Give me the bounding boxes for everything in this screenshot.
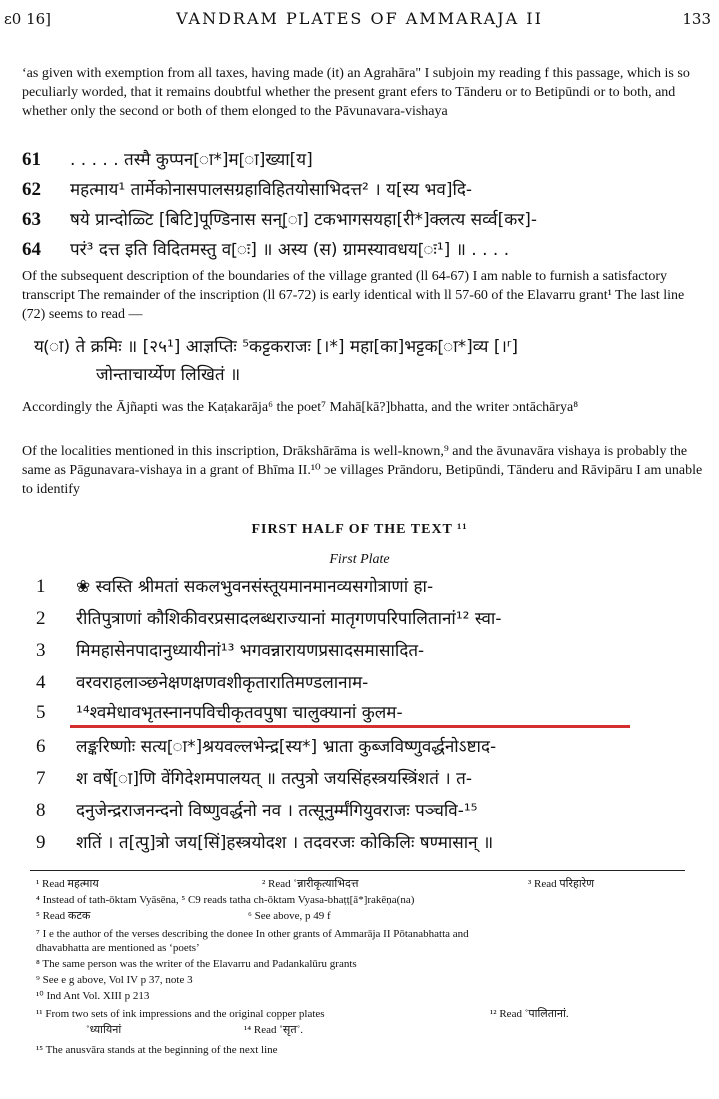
quote-line-2: जोन्ताचार्य्येण लिखितं ॥ — [96, 365, 241, 385]
intro-paragraph: ʻas given with exemption from all taxes, having made (it) an Agrahāra" I subjoin my reading f this passage, which is so peculiarly worded, that it remains doubtful whether the present grant efers to Tānderu or to Betipūndi or to both, and whether only the second or both of them elonged to the Pāvunavara-vishaya — [22, 66, 690, 119]
footnote: ⁶ See above, p 49 f — [248, 910, 331, 922]
footnote: ¹² Read ˚पालितानां. — [490, 1008, 569, 1020]
footnote: dhavabhatta are mentioned as ʻpoetsʼ — [36, 942, 200, 954]
section-title: FIRST HALF OF THE TEXT ¹¹ — [251, 522, 468, 537]
verse-text: परं³ दत्त इति विदितमस्तु व[ः] ॥ अस्य (स) ग्रामस्यावधय[ः¹] ॥ . . . . — [70, 240, 510, 260]
paragraph-3: Of the localities mentioned in this inscription, Drākshārāma is well-known,⁹ and the āvunavāra vishaya is probably the same as Pāgunavara-vishaya in a grant of Bhīma II.¹⁰ ɔe villages Prāndoru, Betipūndi, Tānderu and Rāvipāru I am unable to identify — [22, 444, 703, 497]
verse-number: 61 — [22, 149, 41, 170]
footnote: ³ Read परिहारेण — [528, 878, 595, 890]
line-number: 5 — [36, 702, 46, 723]
text-line-9 — [36, 828, 706, 858]
text-line-4 — [36, 668, 706, 698]
verse-63 — [22, 206, 702, 234]
line-text: रीतिपुत्राणां कौशिकीवरप्रसादलब्धराज्यानां मातृगणपरिपालितानां¹² स्वा- — [76, 609, 502, 629]
line-number: 7 — [36, 768, 46, 789]
line-number: 2 — [36, 608, 46, 629]
footnote: ⁴ Instead of tath-ōktam Vyāsēna, ⁵ C9 reads tatha ch-ōktam Vyasa-bhaṭṭ[ā*]rakēṇa(na) — [36, 894, 415, 906]
line-text: लङ्करिष्णोः सत्य[ा*]श्रयवल्लभेन्द्र[स्य*] भ्राता कुब्जविष्णुवर्द्धनोऽष्टाद- — [76, 737, 497, 757]
line-text: ¹⁴श्वमेधावभृतस्नानपविचीकृतवपुषा चालुक्यानां कुलम- — [76, 703, 403, 723]
paragraph-2: Accordingly the Ājñapti was the Kaṭakarāja⁶ the poet⁷ Mahā[kā?]bhatta, and the writer ɔntāchārya⁸ — [22, 400, 579, 415]
line-text: श वर्षे[ा]णि वेंगिदेशमपालयत् ॥ तत्पुत्रो जयसिंहस्त्रयस्त्रिंशतं । त- — [76, 769, 472, 789]
line-number: 3 — [36, 640, 46, 661]
footnote: ⁷ I e the author of the verses describing the donee In other grants of Ammarāja II Pōtanabhatta and — [36, 928, 469, 940]
footnote-rule — [30, 870, 685, 871]
verse-number: 62 — [22, 179, 41, 200]
footnote: ¹⁴ Read ˚सृत˚. — [244, 1024, 304, 1036]
verse-number: 63 — [22, 209, 41, 230]
plate-subtitle: First Plate — [329, 552, 390, 567]
text-line-2 — [36, 604, 706, 634]
verse-text: षये प्रान्दोळ्टि [बिटि]पूण्डिनास सन्[ा] टकभागसयहा[री*]क्लत्य सर्व्व[कर]- — [70, 210, 538, 230]
text-line-1 — [36, 572, 706, 602]
verse-62 — [22, 176, 702, 204]
text-line-5 — [36, 698, 706, 728]
footnote: ⁸ The same person was the writer of the Elavarru and Padankalūru grants — [36, 958, 357, 970]
red-underline — [70, 725, 630, 728]
paragraph-1: Of the subsequent description of the boundaries of the village granted (ll 64-67) I am nable to furnish a satisfactory transcript The remainder of the inscription (ll 67-72) is early identical with ll 57-60 of the Elavarru grant¹ The last line (72) seems to read — — [22, 269, 685, 322]
footnote: ⁹ See e g above, Vol IV p 37, note 3 — [36, 974, 193, 986]
line-number: 6 — [36, 736, 46, 757]
text-line-6 — [36, 732, 706, 762]
running-title: VANDRAM PLATES OF AMMARAJA II — [176, 9, 543, 28]
footnote: ² Read ˚न्नारीकृत्याभिदत्त — [262, 878, 359, 890]
footnote: ¹⁰ Ind Ant Vol. XIII p 213 — [36, 990, 150, 1002]
line-text: शतिं । त[त्पु]त्रो जय[सिं]हस्त्रयोदश । तदवरजः कोकिलिः षण्मासान् ॥ — [76, 833, 494, 853]
line-number: 9 — [36, 832, 46, 853]
page-header — [0, 6, 719, 32]
text-line-3 — [36, 636, 706, 666]
footnote: ¹ Read महत्माय — [36, 878, 99, 890]
footnote: ˚ध्यायिनां — [86, 1024, 122, 1036]
line-number: 8 — [36, 800, 46, 821]
header-left: ɛ0 16] — [4, 10, 52, 28]
line-number: 1 — [36, 576, 46, 597]
page-number: 133 — [682, 10, 711, 28]
footnote: ¹⁵ The anusvāra stands at the beginning of the next line — [36, 1044, 278, 1056]
line-text: दनुजेन्द्रराजनन्दनो विष्णुवर्द्धनो नव । तत्सूनुर्म्मंगियुवराजः पञ्चवि-¹⁵ — [76, 801, 478, 821]
line-number: 4 — [36, 672, 46, 693]
line-text: मिमहासेनपादानुध्यायीनां¹³ भगवन्नारायणप्रसादसमासादित- — [76, 641, 425, 661]
verse-61 — [22, 146, 702, 174]
footnote: ¹¹ From two sets of ink impressions and the original copper plates — [36, 1008, 325, 1020]
line-text: वरवराहलाञ्छनेक्षणक्षणवशीकृतारातिमण्डलानाम- — [76, 673, 369, 693]
verse-text: . . . . . तस्मै कुप्पन[ा*]म[ा]ख्या[य] — [70, 150, 313, 170]
footnote: ⁵ Read कटक — [36, 910, 91, 922]
line-text: ❀ स्वस्ति श्रीमतां सकलभुवनसंस्तूयमानमानव्यसगोत्राणां हा- — [76, 577, 434, 597]
verse-64 — [22, 236, 702, 264]
text-line-8 — [36, 796, 706, 826]
verse-text: महत्माय¹ तार्मेकोनासपालसग्रहाविहितयोसाभिदत्त² । य[स्य भव]दि- — [70, 180, 473, 200]
verse-number: 64 — [22, 239, 41, 260]
text-line-7 — [36, 764, 706, 794]
quote-line-1: य(ा) ते क्रमिः ॥ [२५¹] आज्ञप्तिः ⁵कट्टकराजः [।*] महा[का]भट्टक[ा*]व्य [।ʳ] — [34, 337, 518, 357]
